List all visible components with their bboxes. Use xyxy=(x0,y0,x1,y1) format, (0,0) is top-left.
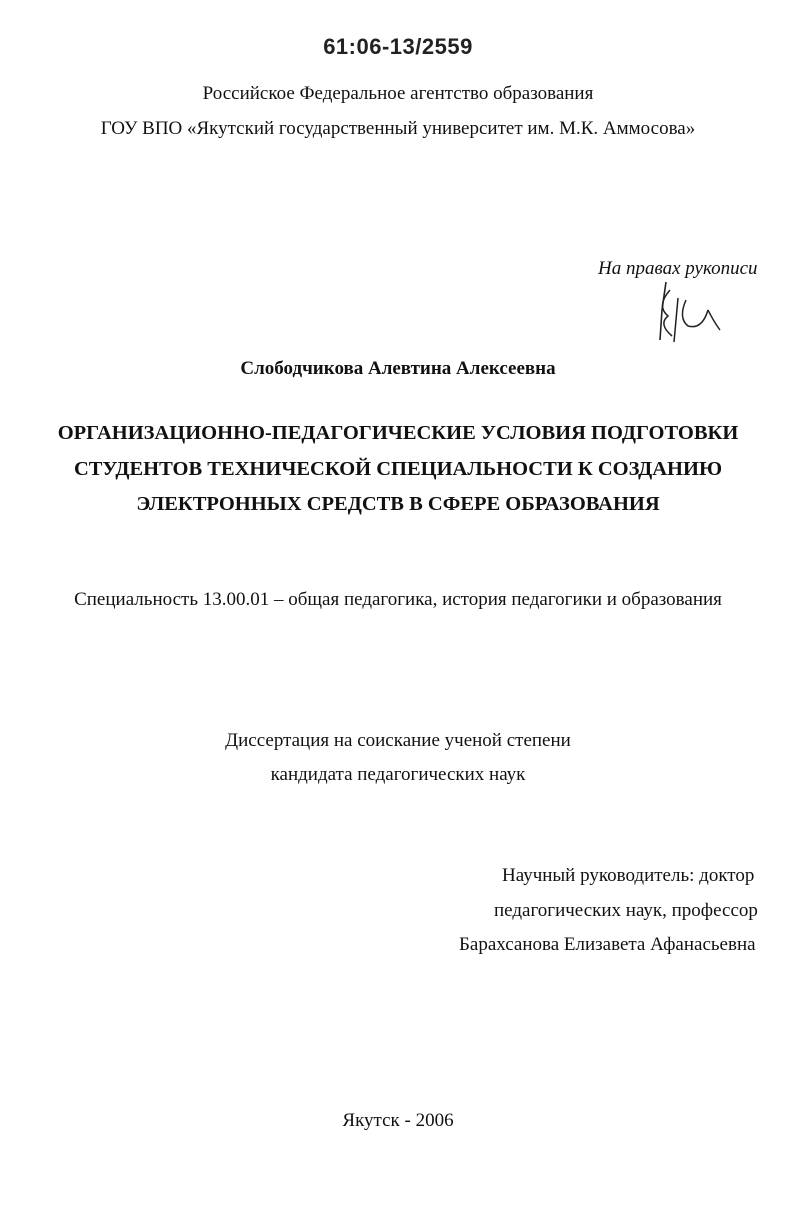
title-line-1: ОРГАНИЗАЦИОННО-ПЕДАГОГИЧЕСКИЕ УСЛОВИЯ ПОДГОТОВКИ xyxy=(57,422,739,444)
signature-image xyxy=(648,270,738,350)
title-line-3: ЭЛЕКТРОННЫХ СРЕДСТВ В СФЕРЕ ОБРАЗОВАНИЯ xyxy=(136,493,660,515)
document-code: 61:06-13/2559 xyxy=(323,34,473,59)
advisor-line-1: Научный руководитель: доктор xyxy=(502,865,755,886)
agency-line: Российское Федеральное агентство образования xyxy=(202,83,594,104)
author-name: Слободчикова Алевтина Алексеевна xyxy=(240,358,556,379)
place-year: Якутск - 2006 xyxy=(342,1110,454,1131)
advisor-line-3: Барахсанова Елизавета Афанасьевна xyxy=(459,934,756,955)
university-line: ГОУ ВПО «Якутский государственный университет им. М.К. Аммосова» xyxy=(100,118,696,139)
advisor-line-2: педагогических наук, профессор xyxy=(494,900,758,921)
specialty-line: Специальность 13.00.01 – общая педагогика, история педагогики и образования xyxy=(74,589,722,610)
rights-note: На правах рукописи xyxy=(598,258,758,279)
degree-line-2: кандидата педагогических наук xyxy=(270,764,526,785)
degree-line-1: Диссертация на соискание ученой степени xyxy=(225,730,571,751)
title-line-2: СТУДЕНТОВ ТЕХНИЧЕСКОЙ СПЕЦИАЛЬНОСТИ К СОЗДАНИЮ xyxy=(73,458,723,480)
